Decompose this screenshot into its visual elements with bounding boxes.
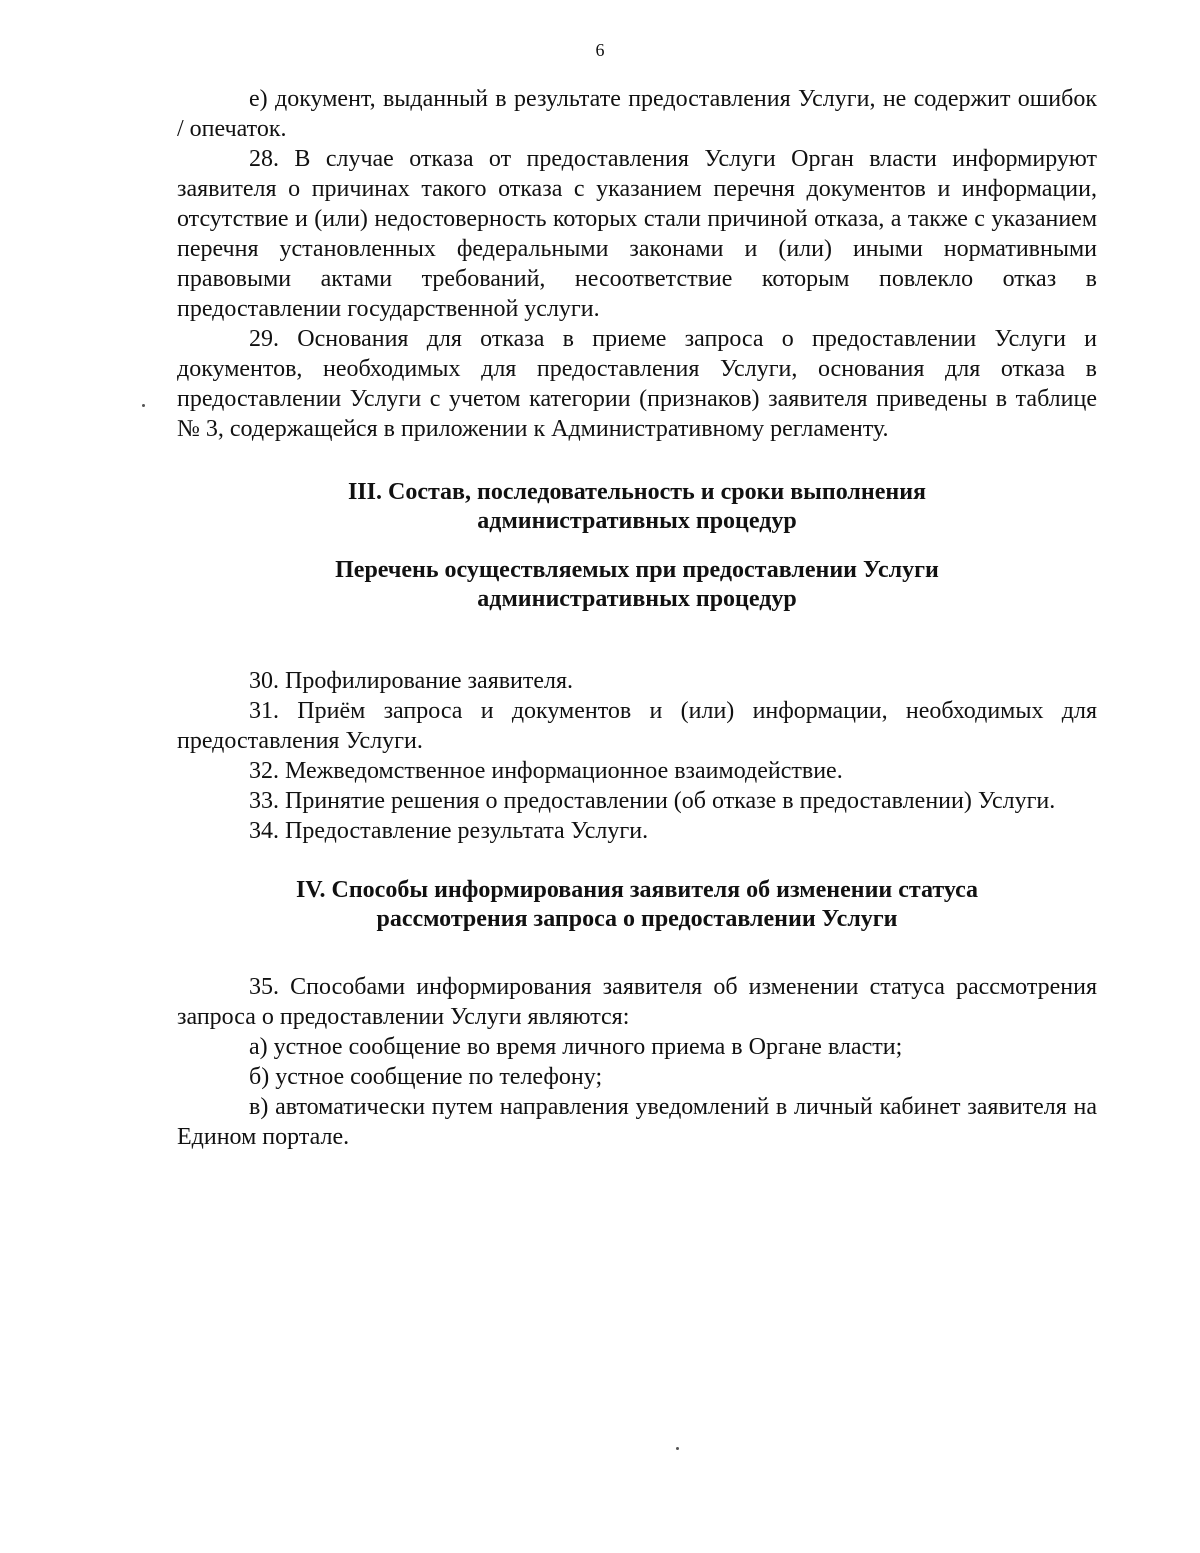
page-content bbox=[177, 84, 1097, 1152]
paragraph-32: 32. Межведомственное информационное взаимодействие. bbox=[249, 758, 843, 784]
page-number: 6 bbox=[595, 40, 605, 60]
scan-speck bbox=[142, 404, 145, 407]
section-3-title-line-1: III. Состав, последовательность и сроки выполнения bbox=[347, 479, 927, 505]
paragraph-31: 31. Приём запроса и документов и (или) информации, необходимых для предоставления Услуги. bbox=[177, 698, 1097, 754]
paragraph-e: е) документ, выданный в результате предоставления Услуги, не содержит ошибок / опечаток. bbox=[177, 86, 1097, 142]
paragraph-35-b: б) устное сообщение по телефону; bbox=[249, 1064, 603, 1090]
section-4-title-line-1: IV. Способы информирования заявителя об изменении статуса bbox=[295, 877, 979, 903]
paragraph-35: 35. Способами информирования заявителя об изменении статуса рассмотрения запроса о предоставлении Услуги являются: bbox=[177, 974, 1097, 1030]
paragraph-35-c: в) автоматически путем направления уведомлений в личный кабинет заявителя на Едином портале. bbox=[177, 1094, 1097, 1150]
paragraph-34: 34. Предоставление результата Услуги. bbox=[249, 818, 649, 844]
section-3-subtitle bbox=[177, 556, 1097, 614]
section-4-title-line-2: рассмотрения запроса о предоставлении Услуги bbox=[376, 906, 898, 932]
section-3-title bbox=[177, 478, 1097, 536]
section-3-subtitle-line-2: административных процедур bbox=[477, 586, 797, 612]
paragraph-28: 28. В случае отказа от предоставления Услуги Орган власти информируют заявителя о причинах такого отказа с указанием перечня документов и информации, отсутствие и (или) недостоверность которых стали причиной отказа, а также с указанием перечня установленных федеральными законами и (или) иными нормативными правовыми актами требований, несоответствие которым повлекло отказ в предоставлении государственной услуги. bbox=[177, 146, 1097, 322]
section-3-subtitle-line-1: Перечень осуществляемых при предоставлении Услуги bbox=[335, 557, 939, 583]
paragraph-30: 30. Профилирование заявителя. bbox=[249, 668, 574, 694]
paragraph-35-a: а) устное сообщение во время личного приема в Органе власти; bbox=[249, 1034, 903, 1060]
paragraph-29: 29. Основания для отказа в приеме запроса о предоставлении Услуги и документов, необходимых для предоставления Услуги, основания для отказа в предоставлении Услуги с учетом категории (признаков) заявителя приведены в таблице № 3, содержащейся в приложении к Административному регламенту. bbox=[177, 326, 1097, 442]
paragraph-33: 33. Принятие решения о предоставлении (об отказе в предоставлении) Услуги. bbox=[249, 788, 1056, 814]
scan-speck bbox=[676, 1447, 679, 1450]
section-4-title bbox=[177, 876, 1097, 934]
section-3-title-line-2: административных процедур bbox=[477, 508, 797, 534]
